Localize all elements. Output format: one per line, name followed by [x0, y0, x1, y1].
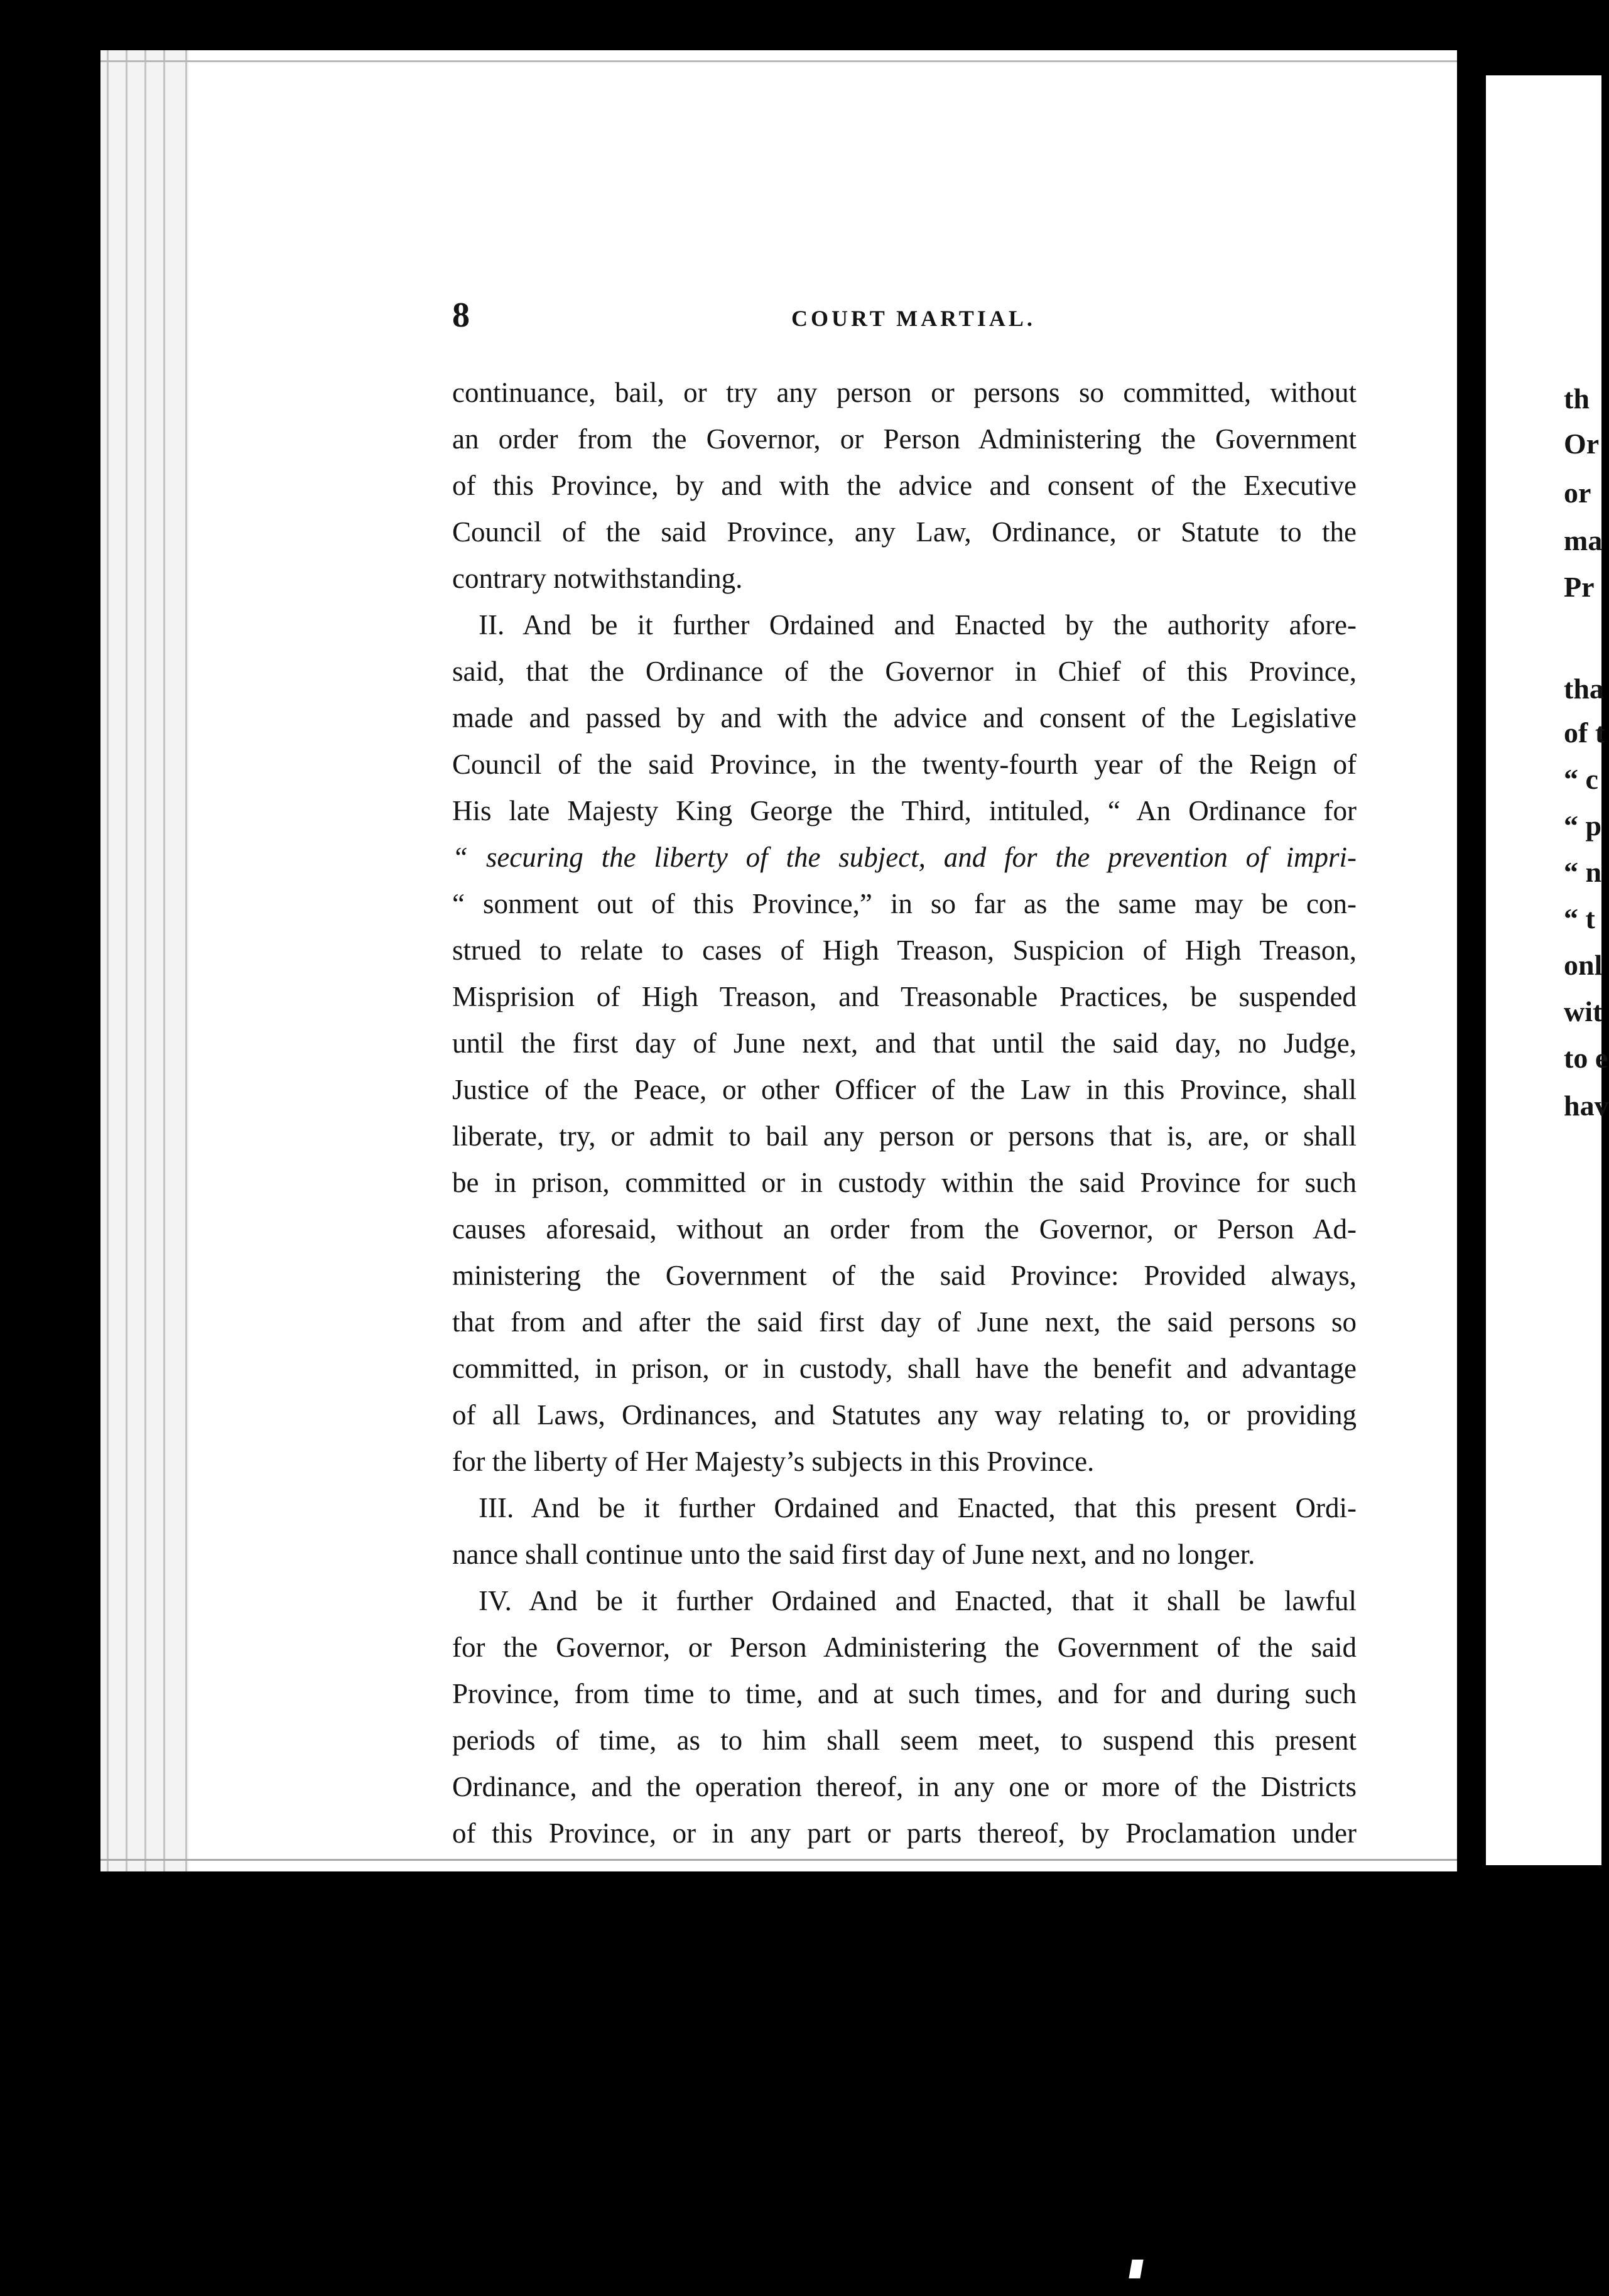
page-top-edge: [100, 60, 1457, 62]
page-edge-line: [163, 50, 165, 1871]
page-bottom-edge: [100, 1859, 1457, 1861]
text-line: causes aforesaid, without an order from the Governor, or Person Ad-: [452, 1213, 1357, 1245]
text-line: made and passed by and with the advice and consent of the Legislative: [452, 702, 1357, 734]
text-line: Ordinance, and the operation thereof, in any one or more of the Districts: [452, 1771, 1357, 1802]
facing-line: Or: [1564, 428, 1600, 460]
text-line: Justice of the Peace, or other Officer of the Law in this Province, shall: [452, 1074, 1357, 1105]
page-header: [452, 295, 1363, 339]
text-line: Province, from time to time, and at such times, and for and during such: [452, 1678, 1357, 1709]
facing-line: “ t: [1564, 902, 1595, 934]
text-line: contrary notwithstanding.: [452, 563, 743, 594]
text-line: “ sonment out of this Province,” in so far as the same may be con-: [452, 888, 1357, 919]
facing-line: th: [1564, 382, 1590, 414]
text-line: for the liberty of Her Majesty’s subjects in this Province.: [452, 1446, 1095, 1477]
text-line: be in prison, committed or in custody within the said Province for such: [452, 1167, 1357, 1198]
facing-line: onl: [1564, 949, 1603, 981]
running-head: COURT MARTIAL.: [791, 306, 1036, 331]
text-line: said, that the Ordinance of the Governor in Chief of this Province,: [452, 656, 1357, 687]
text-line: Council of the said Province, in the twenty-fourth year of the Reign of: [452, 749, 1357, 780]
text-line: ministering the Government of the said Province: Provided always,: [452, 1260, 1357, 1291]
text-line: nance shall continue unto the said first day of June next, and no longer.: [452, 1539, 1255, 1570]
facing-line: wit: [1564, 995, 1603, 1027]
facing-line: tha: [1564, 673, 1604, 705]
page-edge-line: [126, 50, 127, 1871]
facing-line: to e: [1564, 1042, 1608, 1074]
text-line: for the Governor, or Person Administering the Government of the said: [452, 1632, 1357, 1663]
text-line: committed, in prison, or in custody, shall have the benefit and advantage: [452, 1353, 1357, 1384]
facing-line: “ n: [1564, 856, 1602, 888]
text-line: strued to relate to cases of High Treason, Suspicion of High Treason,: [452, 934, 1357, 966]
page-number: 8: [452, 296, 470, 335]
text-line: Misprision of High Treason, and Treasonable Practices, be suspended: [452, 981, 1357, 1012]
text-line: an order from the Governor, or Person Administering the Government: [452, 423, 1357, 455]
facing-line: ma: [1564, 524, 1603, 556]
text-line: continuance, bail, or try any person or persons so committed, without: [452, 377, 1357, 408]
facing-line: “ p: [1564, 810, 1602, 842]
facing-line: hav: [1564, 1090, 1609, 1122]
scan-speck: [1129, 2260, 1143, 2278]
text-line: III. And be it further Ordained and Enacted, that this present Ordi-: [479, 1492, 1357, 1524]
text-line: of this Province, by and with the advice and consent of the Executive: [452, 470, 1357, 501]
facing-line: “ c: [1564, 763, 1598, 795]
facing-line: or: [1564, 477, 1591, 509]
facing-line: of t: [1564, 717, 1605, 749]
text-line: “ securing the liberty of the subject, and for the prevention of impri-: [452, 842, 1357, 873]
facing-line: Pr: [1564, 571, 1595, 603]
text-line: periods of time, as to him shall seem meet, to suspend this present: [452, 1725, 1357, 1756]
text-line: Council of the said Province, any Law, Ordinance, or Statute to the: [452, 516, 1357, 548]
text-line: of this Province, or in any part or parts thereof, by Proclamation under: [452, 1817, 1357, 1849]
text-line: until the first day of June next, and that until the said day, no Judge,: [452, 1027, 1357, 1059]
page-edge-line: [185, 50, 187, 1871]
text-line: that from and after the said first day of June next, the said persons so: [452, 1306, 1357, 1338]
text-line: liberate, try, or admit to bail any person or persons that is, are, or shall: [452, 1120, 1357, 1152]
text-line: II. And be it further Ordained and Enacted by the authority afore-: [479, 609, 1357, 641]
text-line: of all Laws, Ordinances, and Statutes any way relating to, or providing: [452, 1399, 1357, 1431]
text-line: His late Majesty King George the Third, intituled, “ An Ordinance for: [452, 795, 1357, 826]
text-line: IV. And be it further Ordained and Enacted, that it shall be lawful: [479, 1585, 1357, 1616]
page-edge-line: [144, 50, 146, 1871]
page-edge-line: [107, 50, 109, 1871]
